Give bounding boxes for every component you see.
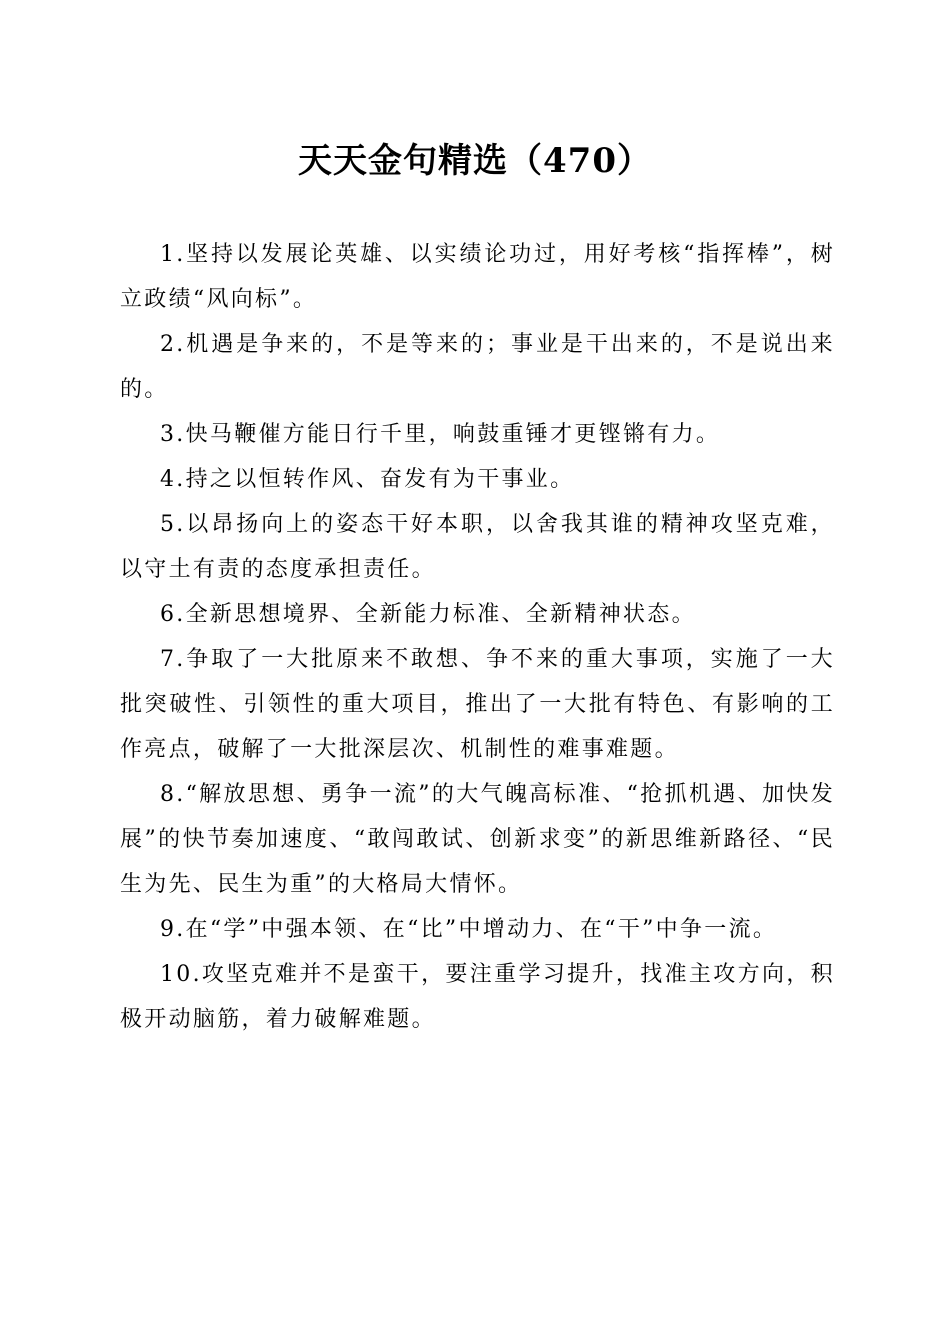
paragraph-6: 6.全新思想境界、全新能力标准、全新精神状态。 [160,602,696,627]
paragraph-8: 8.“解放思想、勇争一流”的大气魄高标准、“抢抓机遇、加快发展”的快节奏加速度、“敢闯敢试、创新求变”的新思维新路径、“民生为先、民生为重”的大格局大情怀。 [120,782,835,897]
document-body [120,232,835,1042]
document-title: 天天金句精选（470） [298,141,652,181]
paragraph-5: 5.以昂扬向上的姿态干好本职，以舍我其谁的精神攻坚克难，以守土有责的态度承担责任。 [120,512,835,582]
paragraph-4: 4.持之以恒转作风、奋发有为干事业。 [160,467,575,492]
paragraph-10: 10.攻坚克难并不是蛮干，要注重学习提升，找准主攻方向，积极开动脑筋，着力破解难题。 [120,962,835,1032]
paragraph-9: 9.在“学”中强本领、在“比”中增动力、在“干”中争一流。 [160,917,778,942]
paragraph-2: 2.机遇是争来的，不是等来的；事业是干出来的，不是说出来的。 [120,332,835,402]
paragraph-3: 3.快马鞭催方能日行千里，响鼓重锤才更铿锵有力。 [160,422,721,447]
paragraph-7: 7.争取了一大批原来不敢想、争不来的重大事项，实施了一大批突破性、引领性的重大项目，推出了一大批有特色、有影响的工作亮点，破解了一大批深层次、机制性的难事难题。 [120,647,835,762]
paragraph-1: 1.坚持以发展论英雄、以实绩论功过，用好考核“指挥棒”，树立政绩“风向标”。 [120,242,835,312]
